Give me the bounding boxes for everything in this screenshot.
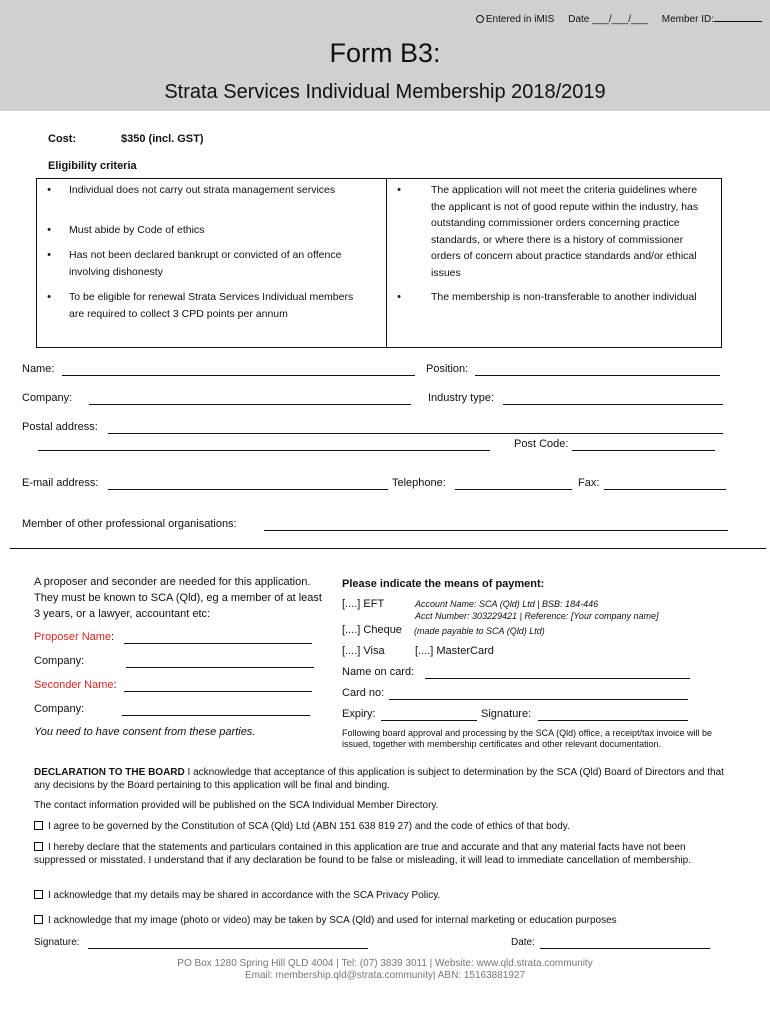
- expiry-label: Expiry:: [342, 708, 376, 720]
- email-label: E-mail address:: [22, 477, 99, 489]
- proposer-company-input[interactable]: [126, 667, 314, 668]
- cheque-note: (made payable to SCA (Qld) Ltd): [414, 626, 545, 636]
- criteria-item: • Has not been declared bankrupt or convicted of an offence involving dishonesty: [47, 249, 342, 278]
- eft-option[interactable]: [....] EFT: [342, 598, 385, 610]
- entered-in-imis[interactable]: Entered in iMIS: [476, 14, 554, 25]
- footer-address: PO Box 1280 Spring Hill QLD 4004 | Tel: (07) 3839 3011 | Website: www.qld.strata.community: [177, 958, 593, 969]
- eligibility-right-column: [387, 179, 721, 347]
- postal-address-input-line2[interactable]: [38, 450, 490, 451]
- radio-icon: [476, 15, 484, 23]
- card-signature-input[interactable]: [538, 720, 688, 721]
- directory-note: The contact information provided will be published on the SCA Individual Member Directory.: [34, 800, 439, 811]
- expiry-input[interactable]: [381, 720, 477, 721]
- seconder-company-input[interactable]: [122, 715, 310, 716]
- postal-address-input[interactable]: [108, 433, 723, 434]
- cost-value: $350 (incl. GST): [121, 133, 204, 145]
- criteria-item: • To be eligible for renewal Strata Services Individual members are required to collect 3 CPD points per annum: [47, 291, 354, 320]
- checkbox-declaration[interactable]: I hereby declare that the statements and particulars contained in this application are true and accurate and that any material facts have not been suppressed or misstated. I understand that if any declaration be found to be false or misleading, it will lead to immediate cancellation of membership.: [34, 842, 692, 866]
- criteria-item: • The application will not meet the criteria guidelines where the applicant is not of good repute within the industry, has outstanding commissioner orders concerning practice standards, or where there is a history of commissioner orders of concern about practice standards and/or ethical issues: [397, 184, 699, 279]
- proposer-intro: A proposer and seconder are needed for this application. They must be known to SCA (Qld), eg a member of at least 3 years, or a lawyer, accountant etc:: [34, 576, 322, 620]
- section-divider: [10, 548, 766, 549]
- position-input[interactable]: [475, 375, 720, 376]
- payment-note: Following board approval and processing by the SCA (Qld) office, a receipt/tax invoice will be issued, together with membership certificates and other relevant documentation.: [342, 728, 713, 749]
- declaration-text: DECLARATION TO THE BOARD I acknowledge that acceptance of this application is subject to determination by the SCA (Qld) Board of Directors and that any decisions by the Board pertaining to this application will be final and binding.: [34, 767, 724, 791]
- postal-address-label: Postal address:: [22, 421, 98, 433]
- checkbox-constitution[interactable]: I agree to be governed by the Constitution of SCA (Qld) Ltd (ABN 151 638 819 27) and the code of ethics of that body.: [34, 820, 739, 833]
- form-subtitle: Strata Services Individual Membership 2018/2019: [164, 81, 606, 103]
- email-input[interactable]: [108, 489, 388, 490]
- other-orgs-input[interactable]: [264, 530, 728, 531]
- telephone-input[interactable]: [455, 489, 572, 490]
- eft-account-number: Acct Number: 303229421 | Reference: [Your company name]: [415, 611, 659, 621]
- form-header: [0, 0, 770, 111]
- company-label: Company:: [22, 392, 73, 404]
- post-code-input[interactable]: [572, 450, 715, 451]
- eft-account: Account Name: SCA (Qld) Ltd | BSB: 184-446: [415, 599, 599, 609]
- checkbox-icon[interactable]: [34, 890, 43, 899]
- office-date: Date ___/___/___: [568, 14, 648, 25]
- date-label: Date:: [511, 937, 535, 948]
- footer-contact: Email: membership.qld@strata.community| ABN: 15163881927: [244, 970, 526, 981]
- payment-heading: Please indicate the means of payment:: [342, 578, 545, 590]
- fax-label: Fax:: [578, 477, 600, 489]
- checkbox-icon[interactable]: [34, 821, 43, 830]
- criteria-item: • Must abide by Code of ethics: [47, 224, 205, 236]
- eligibility-left-column: [37, 179, 387, 347]
- seconder-name-input[interactable]: [124, 691, 312, 692]
- name-on-card-input[interactable]: [425, 678, 690, 679]
- industry-type-input[interactable]: [503, 404, 723, 405]
- industry-type-label: Industry type:: [428, 392, 495, 404]
- mastercard-option[interactable]: [....] MasterCard: [415, 645, 494, 657]
- member-id: Member ID:: [662, 14, 762, 25]
- eligibility-box: [36, 178, 722, 348]
- proposer-company-label: Company:: [34, 655, 85, 667]
- name-on-card-label: Name on card:: [342, 666, 415, 678]
- proposer-name-input[interactable]: [124, 643, 312, 644]
- card-no-input[interactable]: [389, 699, 688, 700]
- signature-input[interactable]: [88, 948, 368, 949]
- card-signature-label: Signature:: [481, 708, 532, 720]
- office-use-line: [476, 14, 762, 25]
- card-no-label: Card no:: [342, 687, 385, 699]
- seconder-company-label: Company:: [34, 703, 85, 715]
- cheque-option[interactable]: [....] Cheque: [342, 624, 402, 636]
- name-input[interactable]: [62, 375, 415, 376]
- other-orgs-label: Member of other professional organisations:: [22, 518, 237, 530]
- telephone-label: Telephone:: [392, 477, 446, 489]
- checkbox-privacy[interactable]: I acknowledge that my details may be shared in accordance with the SCA Privacy Policy.: [34, 889, 739, 902]
- visa-option[interactable]: [....] Visa: [342, 645, 385, 657]
- post-code-label: Post Code:: [514, 438, 569, 450]
- checkbox-image[interactable]: I acknowledge that my image (photo or video) may be taken by SCA (Qld) and used for internal marketing or education purposes: [34, 914, 739, 927]
- position-label: Position:: [426, 363, 469, 375]
- proposer-name-label: Proposer Name:: [34, 631, 115, 643]
- consent-note: You need to have consent from these parties.: [34, 726, 256, 738]
- seconder-name-label: Seconder Name:: [34, 679, 117, 691]
- criteria-item: • Individual does not carry out strata management services: [47, 184, 336, 196]
- checkbox-icon[interactable]: [34, 842, 43, 851]
- fax-input[interactable]: [604, 489, 726, 490]
- criteria-item: • The membership is non-transferable to another individual: [397, 291, 697, 303]
- form-title: Form B3:: [329, 38, 441, 68]
- eligibility-heading: Eligibility criteria: [48, 160, 137, 172]
- cost-label: Cost:: [48, 133, 77, 145]
- name-label: Name:: [22, 363, 55, 375]
- company-input[interactable]: [89, 404, 411, 405]
- checkbox-icon[interactable]: [34, 915, 43, 924]
- signature-label: Signature:: [34, 937, 80, 948]
- date-input[interactable]: [540, 948, 710, 949]
